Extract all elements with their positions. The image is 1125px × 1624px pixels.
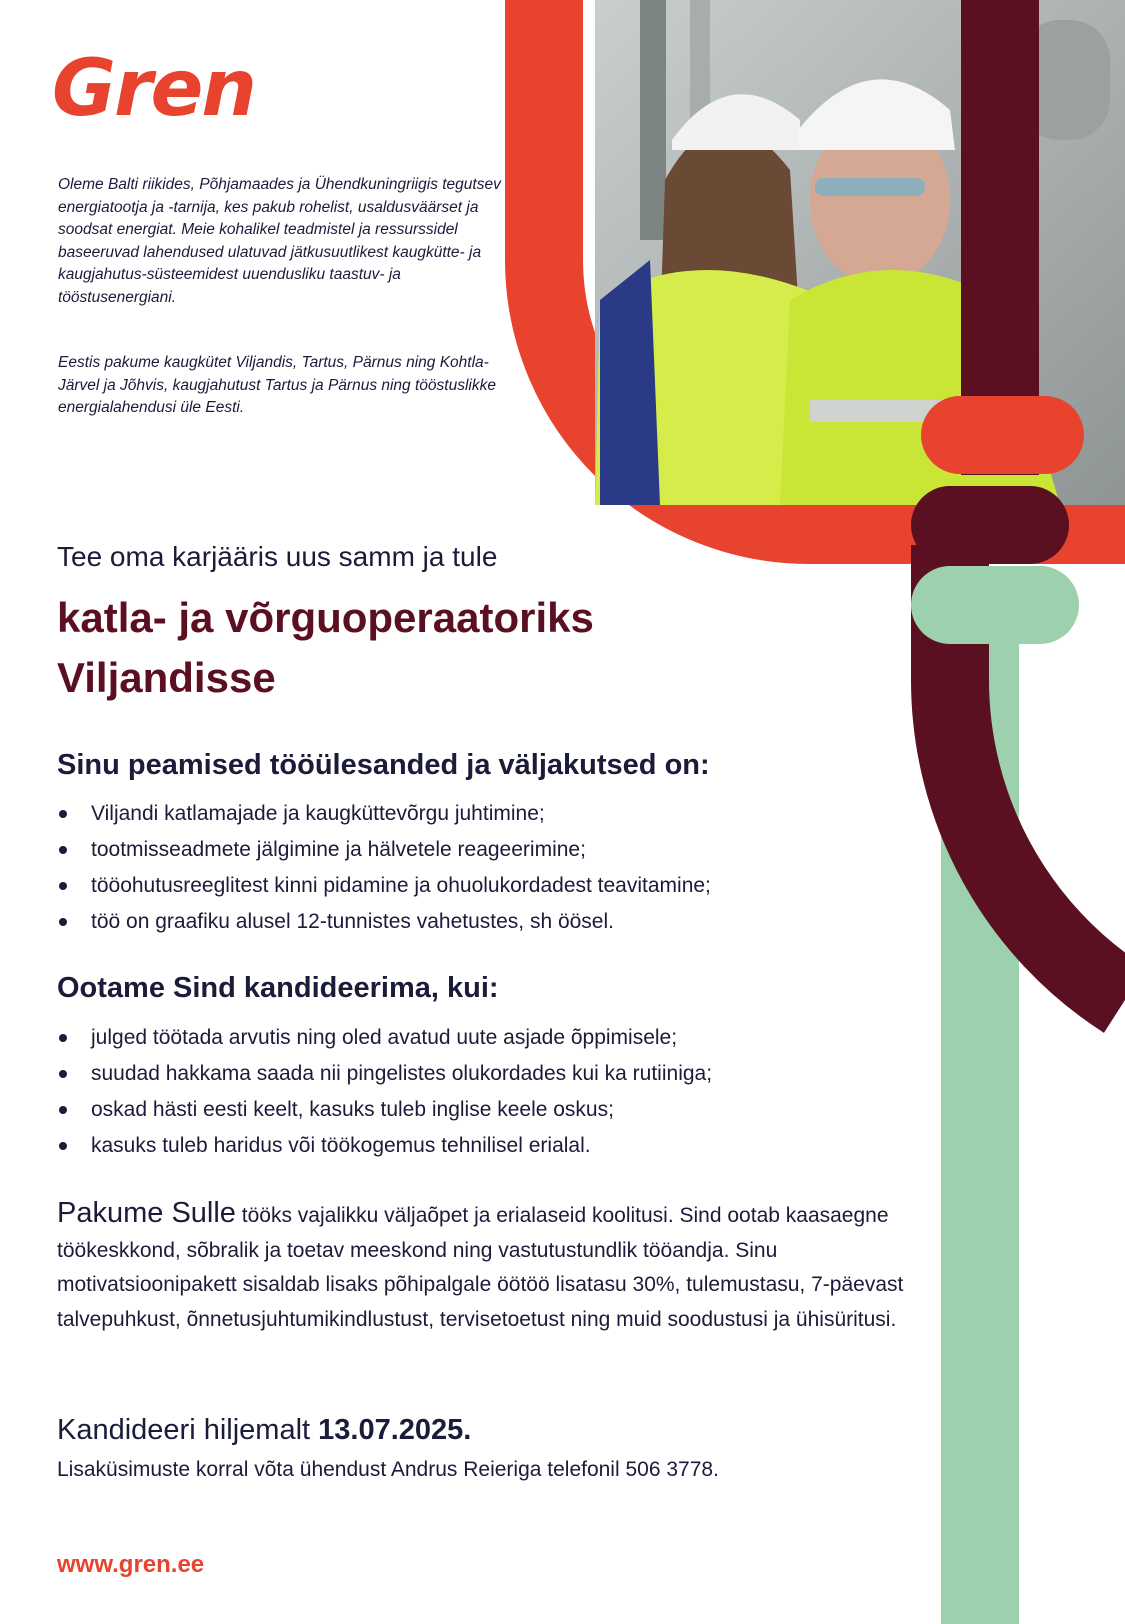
offer-lead: Pakume Sulle [57, 1197, 236, 1229]
list-item-text: töö on graafiku alusel 12-tunnistes vahetustes, sh öösel. [91, 910, 614, 933]
requirements-title: Ootame Sind kandideerima, kui: [57, 972, 499, 1004]
deadline [57, 1414, 471, 1447]
list-item-text: tööohutusreeglitest kinni pidamine ja ohuolukordadest teavitamine; [91, 874, 711, 897]
list-item-text: oskad hästi eesti keelt, kasuks tuleb inglise keele oskus; [91, 1098, 614, 1121]
job-title-line2: Viljandisse [57, 654, 276, 701]
list-item [57, 796, 887, 832]
bullet-icon [59, 846, 67, 854]
bullet-icon [59, 1070, 67, 1078]
job-title-line1: katla- ja võrguoperaatoriks [57, 594, 594, 641]
list-item [57, 1020, 887, 1056]
list-item [57, 904, 887, 940]
offer-text: tööks vajalikku väljaõpet ja erialaseid koolitusi. Sind ootab kaasaegne töökeskkond, sõbralik ja toetav meeskond ning vastutustundlik tööandja. Sinu motivatsioonipakett sisaldab lisaks põhipalgale öötöö lisatasu 30%, tulemustasu, 7-päevast talvepuhkust, õnnetusjuhtumikindlustust, tervisetoetust ning muid soodustusi ja ühisüritusi. [57, 1204, 904, 1331]
deadline-label: Kandideeri hiljemalt [57, 1414, 311, 1446]
bullet-icon [59, 882, 67, 890]
bullet-icon [59, 918, 67, 926]
list-item [57, 832, 887, 868]
tasks-list [57, 796, 887, 940]
bullet-icon [59, 1034, 67, 1042]
website-link[interactable]: www.gren.ee [57, 1551, 205, 1578]
intro-paragraph: Oleme Balti riikides, Põhjamaades ja Ühendkuningriigis tegutsev energiatootja ja -tarnija, kes pakub rohelist, usaldusväärset ja soodsat energiat. Meie kohalikel teadmistel ja ressurssidel baseeruvad lahendused ulatuvad jätkusuutlikest kaugkütte- ja kaugjahutus-süsteemidest uuendusliku taastuv- ja tööstusenergiani. [58, 176, 501, 306]
list-item [57, 868, 887, 904]
bullet-icon [59, 1142, 67, 1150]
list-item-text: julged töötada arvutis ning oled avatud uute asjade õppimisele; [91, 1026, 678, 1049]
bullet-icon [59, 810, 67, 818]
job-title [57, 588, 757, 708]
list-item-text: kasuks tuleb haridus või töökogemus tehnilisel erialal. [91, 1134, 591, 1157]
contact-info: Lisaküsimuste korral võta ühendust Andrus Reieriga telefonil 506 3778. [57, 1458, 719, 1481]
intro-paragraph-estonia: Eestis pakume kaugkütet Viljandis, Tartus, Pärnus ning Kohtla-Järvel ja Jõhvis, kaugjahutust Tartus ja Pärnus ning tööstuslikke energialahendusi üle Eesti. [58, 354, 496, 416]
list-item [57, 1092, 887, 1128]
tasks-title: Sinu peamised tööülesanded ja väljakutsed on: [57, 749, 710, 781]
gren-logo: Gren [52, 44, 255, 134]
list-item [57, 1128, 887, 1164]
list-item-text: Viljandi katlamajade ja kaugküttevõrgu juhtimine; [91, 802, 545, 825]
list-item-text: tootmisseadmete jälgimine ja hälvetele reageerimine; [91, 838, 586, 861]
deadline-date: 13.07.2025. [318, 1414, 472, 1446]
requirements-list [57, 1020, 887, 1164]
list-item-text: suudad hakkama saada nii pingelistes olukordades kui ka rutiiniga; [91, 1062, 713, 1085]
bullet-icon [59, 1106, 67, 1114]
pre-headline: Tee oma karjääris uus samm ja tule [57, 541, 498, 572]
list-item [57, 1056, 887, 1092]
offer-paragraph [57, 1196, 957, 1337]
